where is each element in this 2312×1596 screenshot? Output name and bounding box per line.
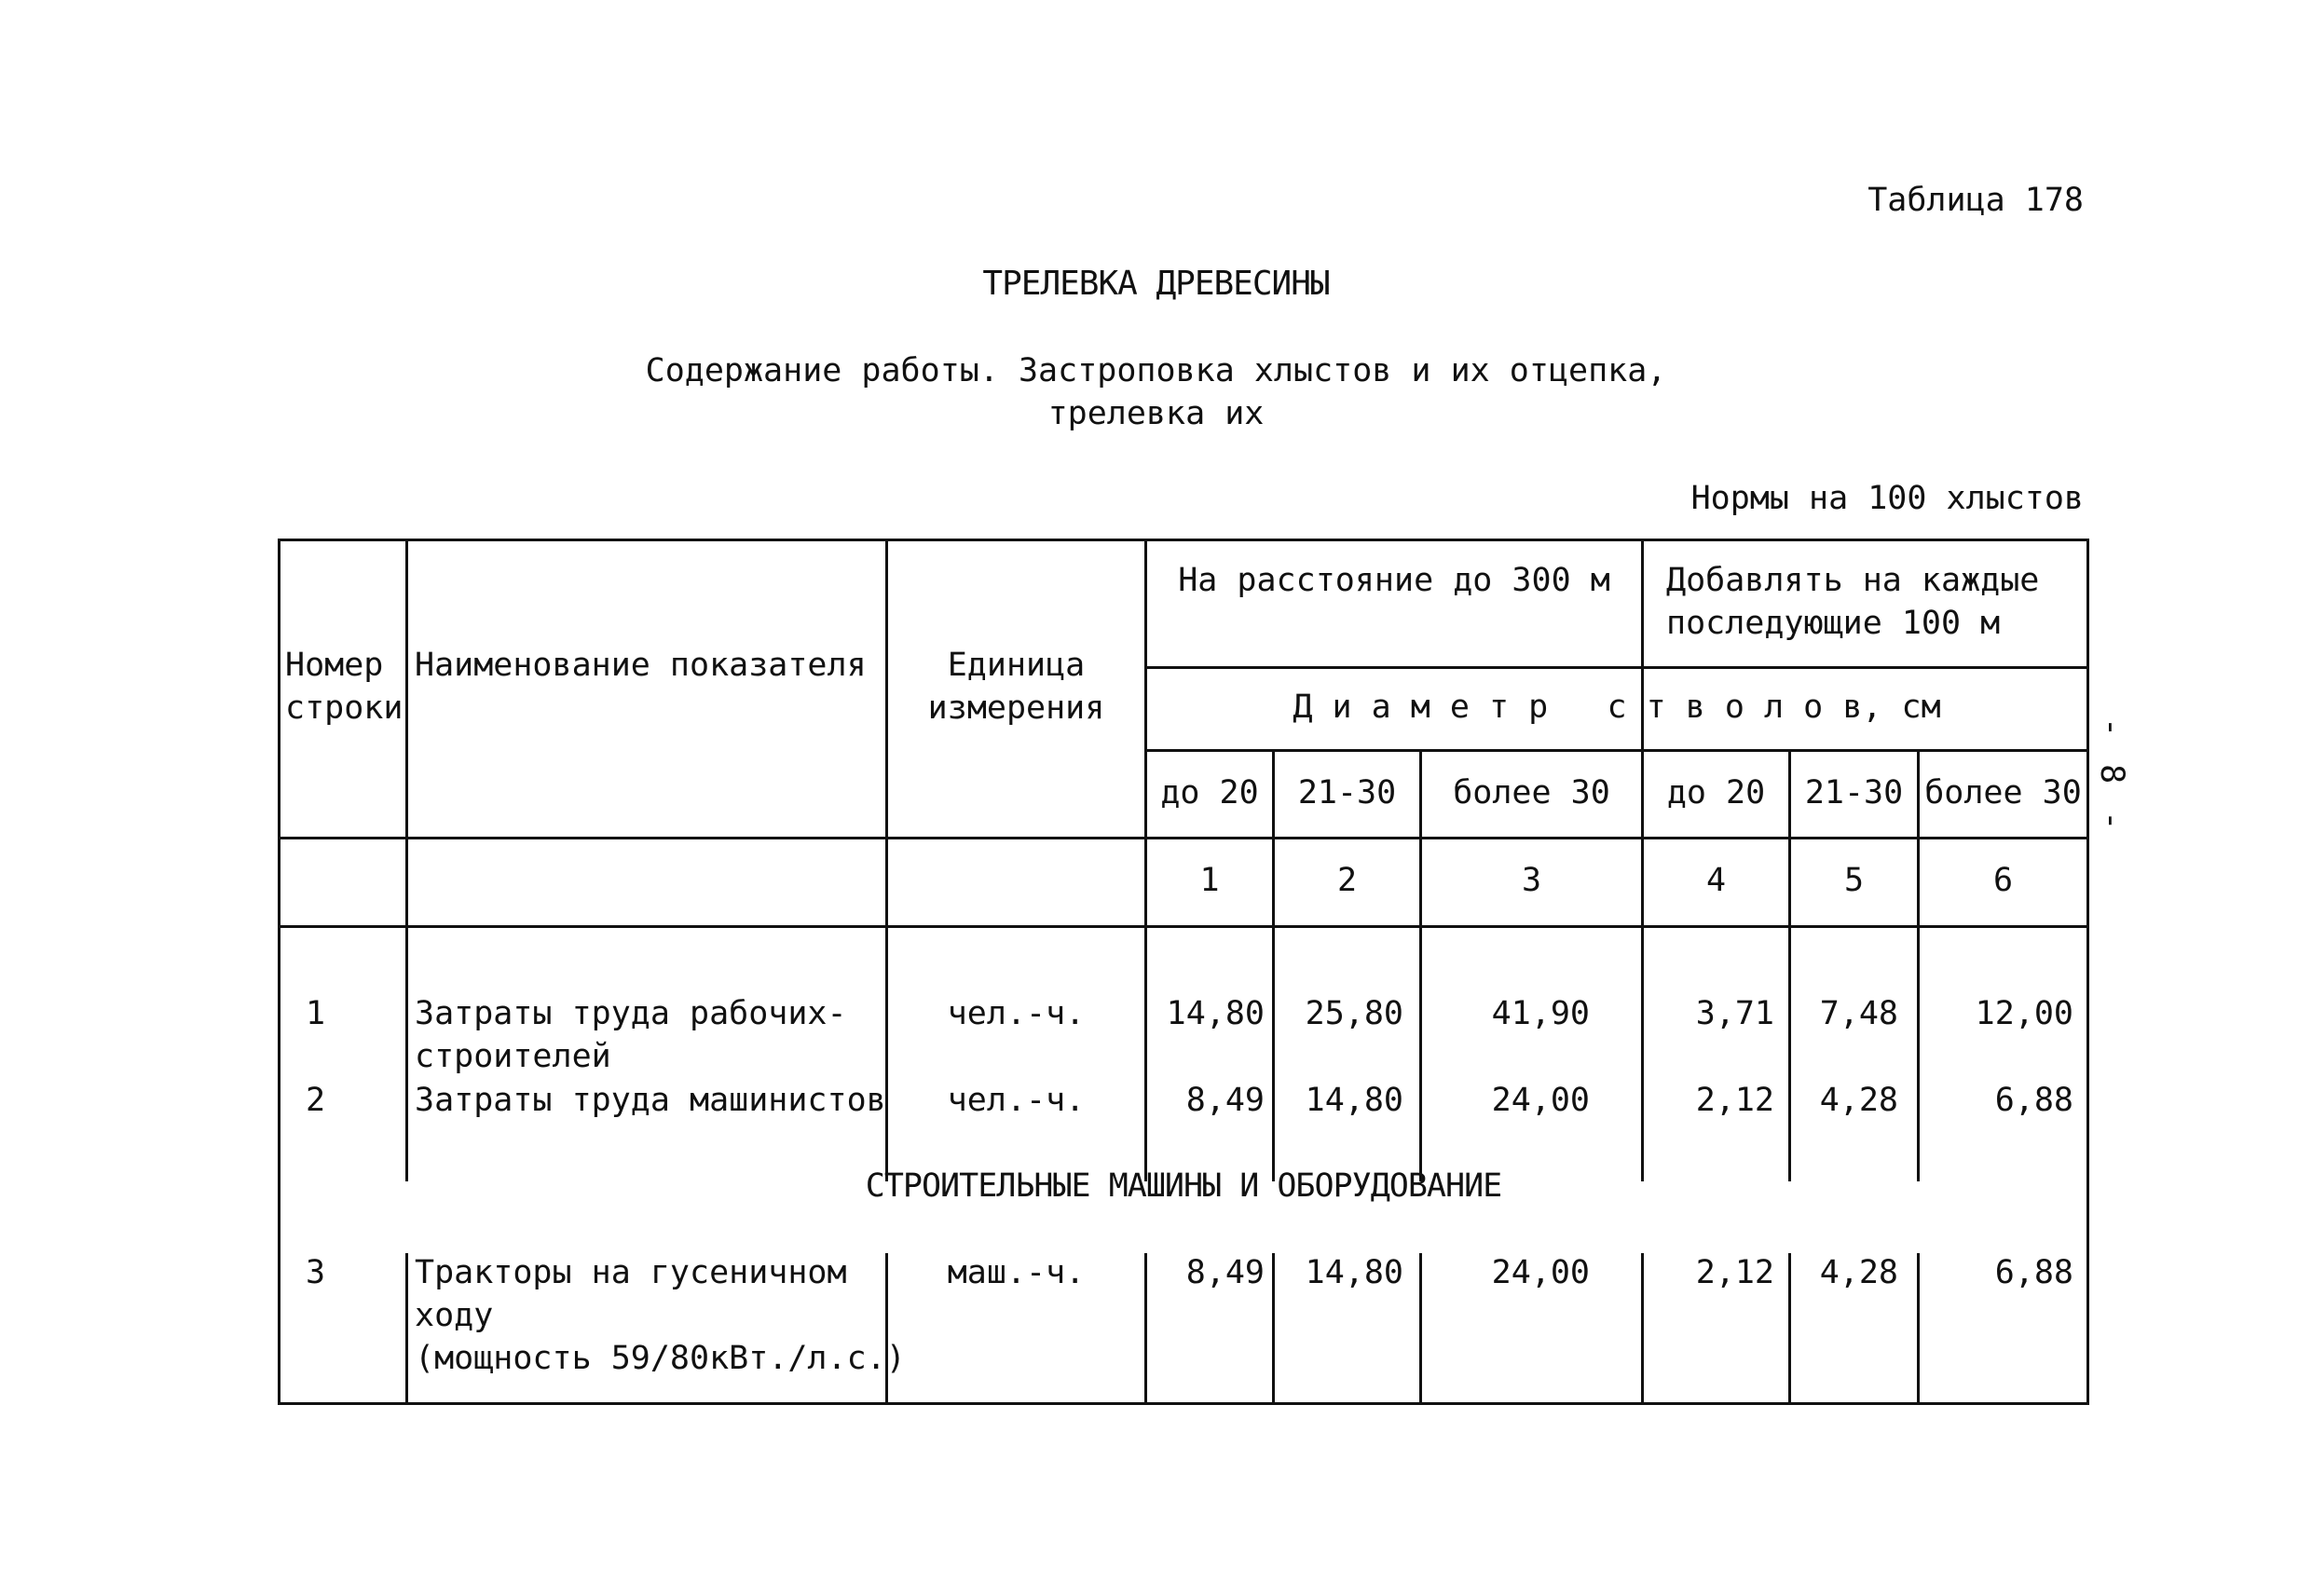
row-3-unit: маш.-ч.	[947, 1254, 1086, 1291]
row-1-name	[415, 992, 847, 1078]
header-row-number-line-2: строки	[285, 689, 404, 727]
norms-table	[278, 539, 2089, 1405]
header-sub-5: 21-30	[1804, 774, 1904, 812]
row-2-value-3: 24,00	[1491, 1082, 1590, 1119]
row-1-value-5: 7,48	[1819, 995, 1898, 1032]
row-2-value-5: 4,28	[1819, 1082, 1898, 1119]
norms-note: Нормы на 100 хлыстов	[1690, 480, 2084, 517]
col-border-1b	[405, 1253, 408, 1405]
group-divider	[1144, 666, 2089, 669]
header-sub-4: до 20	[1666, 774, 1766, 812]
row-3-value-3: 24,00	[1491, 1254, 1590, 1291]
work-content-line-1: Содержание работы. Застроповка хлыстов и их отцепка,	[645, 352, 1667, 389]
page-number: - 8 -	[2093, 717, 2130, 835]
header-sub-3: более 30	[1453, 774, 1610, 812]
row-3-name	[415, 1251, 906, 1380]
row-3-value-2: 14,80	[1305, 1254, 1403, 1291]
row-2-name: Затраты труда машинистов	[415, 1082, 886, 1119]
row-1-unit: чел.-ч.	[947, 995, 1086, 1032]
col-border-0	[278, 539, 280, 1405]
table-number: Таблица 178	[1867, 182, 2084, 219]
header-indicator-name: Наименование показателя	[415, 647, 867, 684]
row-1-name-line-2: строителей	[415, 1038, 611, 1075]
row-1-value-2: 25,80	[1305, 995, 1403, 1032]
header-diameter: Д и а м е т р с т в о л о в, см	[1293, 689, 1941, 726]
header-unit-line-2: измерения	[927, 689, 1105, 727]
row-3-name-line-3: (мощность 59/80кВт./л.с.)	[415, 1340, 906, 1377]
header-group-additional-line-1: Добавлять на каждые	[1666, 562, 2040, 599]
work-content-line-2: трелевка их	[1047, 395, 1265, 432]
work-content	[0, 352, 2312, 432]
col-numbers-bottom-border	[278, 925, 2089, 928]
document-title: ТРЕЛЕВКА ДРЕВЕСИНЫ	[982, 265, 1330, 303]
row-3-name-line-1: Тракторы на гусеничном	[415, 1254, 847, 1291]
header-unit-line-1: Единица	[947, 647, 1086, 684]
header-sub-2: 21-30	[1297, 774, 1397, 812]
header-row-number-line-1: Номер	[285, 647, 384, 684]
col-number-2: 2	[1336, 862, 1358, 899]
row-2-unit: чел.-ч.	[947, 1082, 1086, 1119]
row-3-name-line-2: ходу	[415, 1297, 494, 1334]
table-top-border	[278, 539, 2089, 541]
col-number-4: 4	[1705, 862, 1727, 899]
header-sub-1: до 20	[1160, 774, 1259, 812]
header-sub-6: более 30	[1924, 774, 2082, 812]
col-number-1: 1	[1199, 862, 1220, 899]
section-title: СТРОИТЕЛЬНЫЕ МАШИНЫ И ОБОРУДОВАНИЕ	[865, 1167, 1502, 1205]
row-3-value-6: 6,88	[1994, 1254, 2073, 1291]
header-bottom-border	[278, 837, 2089, 839]
row-1-value-4: 3,71	[1695, 995, 1774, 1032]
row-2-value-1: 8,49	[1185, 1082, 1265, 1119]
row-2-value-6: 6,88	[1994, 1082, 2073, 1119]
row-3-value-4: 2,12	[1695, 1254, 1774, 1291]
col-border-9	[2086, 539, 2089, 1405]
row-1-number: 1	[306, 995, 326, 1032]
table-bottom-border	[278, 1402, 2089, 1405]
row-1-value-3: 41,90	[1491, 995, 1590, 1032]
col-number-6: 6	[1992, 862, 2014, 899]
col-number-3: 3	[1521, 862, 1542, 899]
header-row-number	[285, 644, 403, 730]
row-3-value-1: 8,49	[1185, 1254, 1265, 1291]
row-2-value-2: 14,80	[1305, 1082, 1403, 1119]
col-number-5: 5	[1843, 862, 1865, 899]
row-1-value-1: 14,80	[1166, 995, 1265, 1032]
diameter-divider	[1144, 749, 2089, 752]
header-unit	[888, 644, 1144, 730]
header-group-additional	[1666, 559, 2039, 645]
header-group-distance: На расстояние до 300 м	[1178, 562, 1610, 599]
header-group-additional-line-2: последующие 100 м	[1666, 605, 2001, 642]
row-1-value-6: 12,00	[1975, 995, 2073, 1032]
row-1-name-line-1: Затраты труда рабочих-	[415, 995, 847, 1032]
row-2-number: 2	[306, 1082, 326, 1119]
col-border-1a	[405, 539, 408, 1181]
row-2-value-4: 2,12	[1695, 1082, 1774, 1119]
row-3-value-5: 4,28	[1819, 1254, 1898, 1291]
row-3-number: 3	[306, 1254, 326, 1291]
